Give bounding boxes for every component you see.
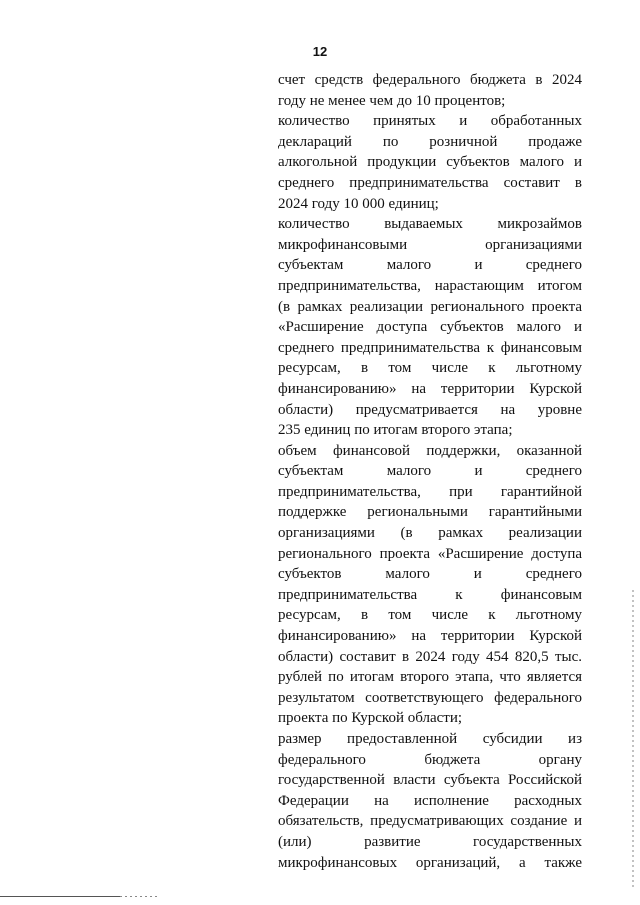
text-line: поддержке региональными гарантийными	[278, 504, 582, 521]
text-line: (в рамках реализации регионального проекта	[278, 298, 582, 315]
text-line: 235 единиц по итогам второго этапа;	[278, 422, 513, 439]
text-line: субъектам малого и среднего	[278, 257, 582, 274]
text-line: субъектам малого и среднего	[278, 463, 582, 480]
text-line: Федерации на исполнение расходных	[278, 792, 582, 809]
footer-rule-dotted	[120, 896, 160, 897]
text-line: результатом соответствующего федерального	[278, 689, 582, 706]
text-line: предпринимательства к финансовым	[278, 586, 582, 603]
text-line: (или) развитие государственных	[278, 833, 582, 850]
text-line: алкогольной продукции субъектов малого и	[278, 154, 582, 171]
text-line: объем финансовой поддержки, оказанной	[278, 442, 582, 459]
text-line: федерального бюджета органу	[278, 751, 582, 768]
text-line: предпринимательства, при гарантийной	[278, 483, 582, 500]
text-line: размер предоставленной субсидии из	[278, 731, 582, 747]
text-line: области) предусматривается на уровне	[278, 401, 582, 418]
text-line: организациями (в рамках реализации	[278, 525, 582, 542]
text-line: рублей по итогам второго этапа, что является	[278, 669, 582, 686]
text-line: ресурсам, в том числе к льготному	[278, 360, 582, 377]
text-line: ресурсам, в том числе к льготному	[278, 607, 582, 624]
body-text-column	[278, 70, 582, 873]
scan-edge-artifact	[632, 590, 634, 890]
text-line: году не менее чем до 10 процентов;	[278, 92, 506, 109]
page-number: 12	[312, 44, 328, 59]
text-line: 2024 году 10 000 единиц;	[278, 195, 439, 212]
text-line: количество выдаваемых микрозаймов	[278, 216, 582, 233]
text-line: государственной власти субъекта Российской	[278, 772, 582, 789]
text-line: «Расширение доступа субъектов малого и	[278, 319, 582, 336]
text-line: счет средств федерального бюджета в 2024	[278, 72, 582, 88]
text-line: области) составит в 2024 году 454 820,5 тыс.	[278, 648, 582, 665]
text-line: микрофинансовых организаций, а также	[278, 854, 582, 871]
text-line: деклараций по розничной продаже	[278, 133, 582, 150]
text-line: регионального проекта «Расширение доступа	[278, 545, 582, 562]
text-line: финансированию» на территории Курской	[278, 628, 582, 645]
text-line: количество принятых и обработанных	[278, 113, 582, 130]
text-line: предпринимательства, нарастающим итогом	[278, 277, 582, 294]
footer-rule	[0, 896, 120, 897]
text-line: среднего предпринимательства составит в	[278, 174, 582, 191]
text-line: микрофинансовыми организациями	[278, 236, 582, 253]
text-line: проекта по Курской области;	[278, 710, 463, 727]
text-line: финансированию» на территории Курской	[278, 380, 582, 397]
text-line: среднего предпринимательства к финансовым	[278, 339, 582, 356]
text-line: обязательств, предусматривающих создание и	[278, 813, 582, 830]
text-line: субъектов малого и среднего	[278, 566, 582, 583]
